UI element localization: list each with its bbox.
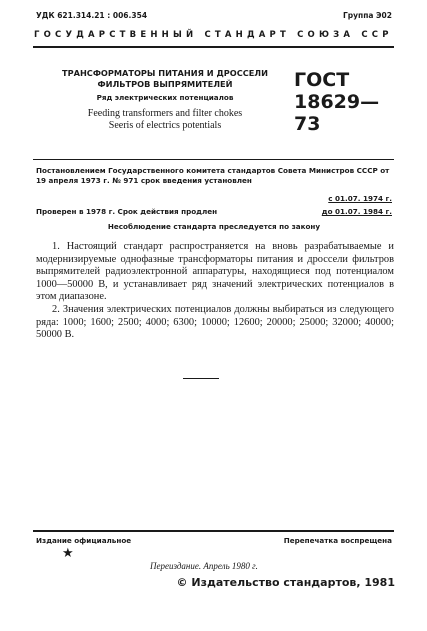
gost-label: ГОСТ xyxy=(294,69,350,91)
decree-text: Постановлением Государственного комитета стандартов Совета Министров СССР от 19 апреля 1973 г. № 971 срок введения установлен xyxy=(36,166,390,185)
title-block xyxy=(36,68,294,132)
reissue-note: Переиздание. Апрель 1980 г. xyxy=(150,561,258,571)
paragraph-1: 1. Настоящий стандарт распространяется на вновь разрабатываемые и модернизируемые однофазные трансформаторы питания и дроссели фильтров выпрямителей радиоэлектронной аппаратуры, находящиеся под потенциалом 1000—50000 В, и устанавливает ряд значений электрических потенциалов в этом диапазоне. xyxy=(36,241,394,303)
title-ru-line-1: ТРАНСФОРМАТОРЫ ПИТАНИЯ И ДРОССЕЛИ xyxy=(62,68,268,78)
body-text xyxy=(36,241,394,342)
publisher-copyright: © Издательство стандартов, 1981 xyxy=(176,576,395,589)
reprint-notice: Перепечатка воспрещена xyxy=(283,536,392,545)
gost-designation xyxy=(294,70,394,160)
extended-date: до 01.07. 1984 г. xyxy=(321,207,392,216)
title-en-line-1: Feeding transformers and filter chokes xyxy=(87,108,243,119)
star-icon: ★ xyxy=(62,545,74,560)
legal-notice: Несоблюдение стандарта преследуется по закону xyxy=(107,222,321,231)
gost-number: 18629—73 xyxy=(294,91,380,135)
udk-code: УДК 621.314.21 : 006.354 xyxy=(36,11,148,20)
group-code: Группа Э02 xyxy=(342,11,392,20)
mid-rule xyxy=(33,159,394,160)
end-rule xyxy=(183,378,219,379)
title-ru-line-2: ФИЛЬТРОВ ВЫПРЯМИТЕЛЕЙ xyxy=(97,79,233,89)
org-title: ГОСУДАРСТВЕННЫЙ СТАНДАРТ СОЮЗА ССР xyxy=(34,30,393,40)
bottom-rule xyxy=(33,530,394,532)
title-en-line-2: Seeris of electrics potentials xyxy=(108,120,222,131)
title-ru-subtitle: Ряд электрических потенциалов xyxy=(96,93,234,102)
intro-date: с 01.07. 1974 г. xyxy=(328,194,392,203)
checked-note: Проверен в 1978 г. Срок действия продлен xyxy=(36,207,218,216)
top-rule xyxy=(33,46,394,48)
official-edition: Издание официальное xyxy=(36,536,132,545)
paragraph-2: 2. Значения электрических потенциалов должны выбираться из следующего ряда: 1000; 1600; 2500; 4000; 6300; 10000; 12600; 20000; 25000; 32000; 40000; 50000 В. xyxy=(36,303,394,341)
